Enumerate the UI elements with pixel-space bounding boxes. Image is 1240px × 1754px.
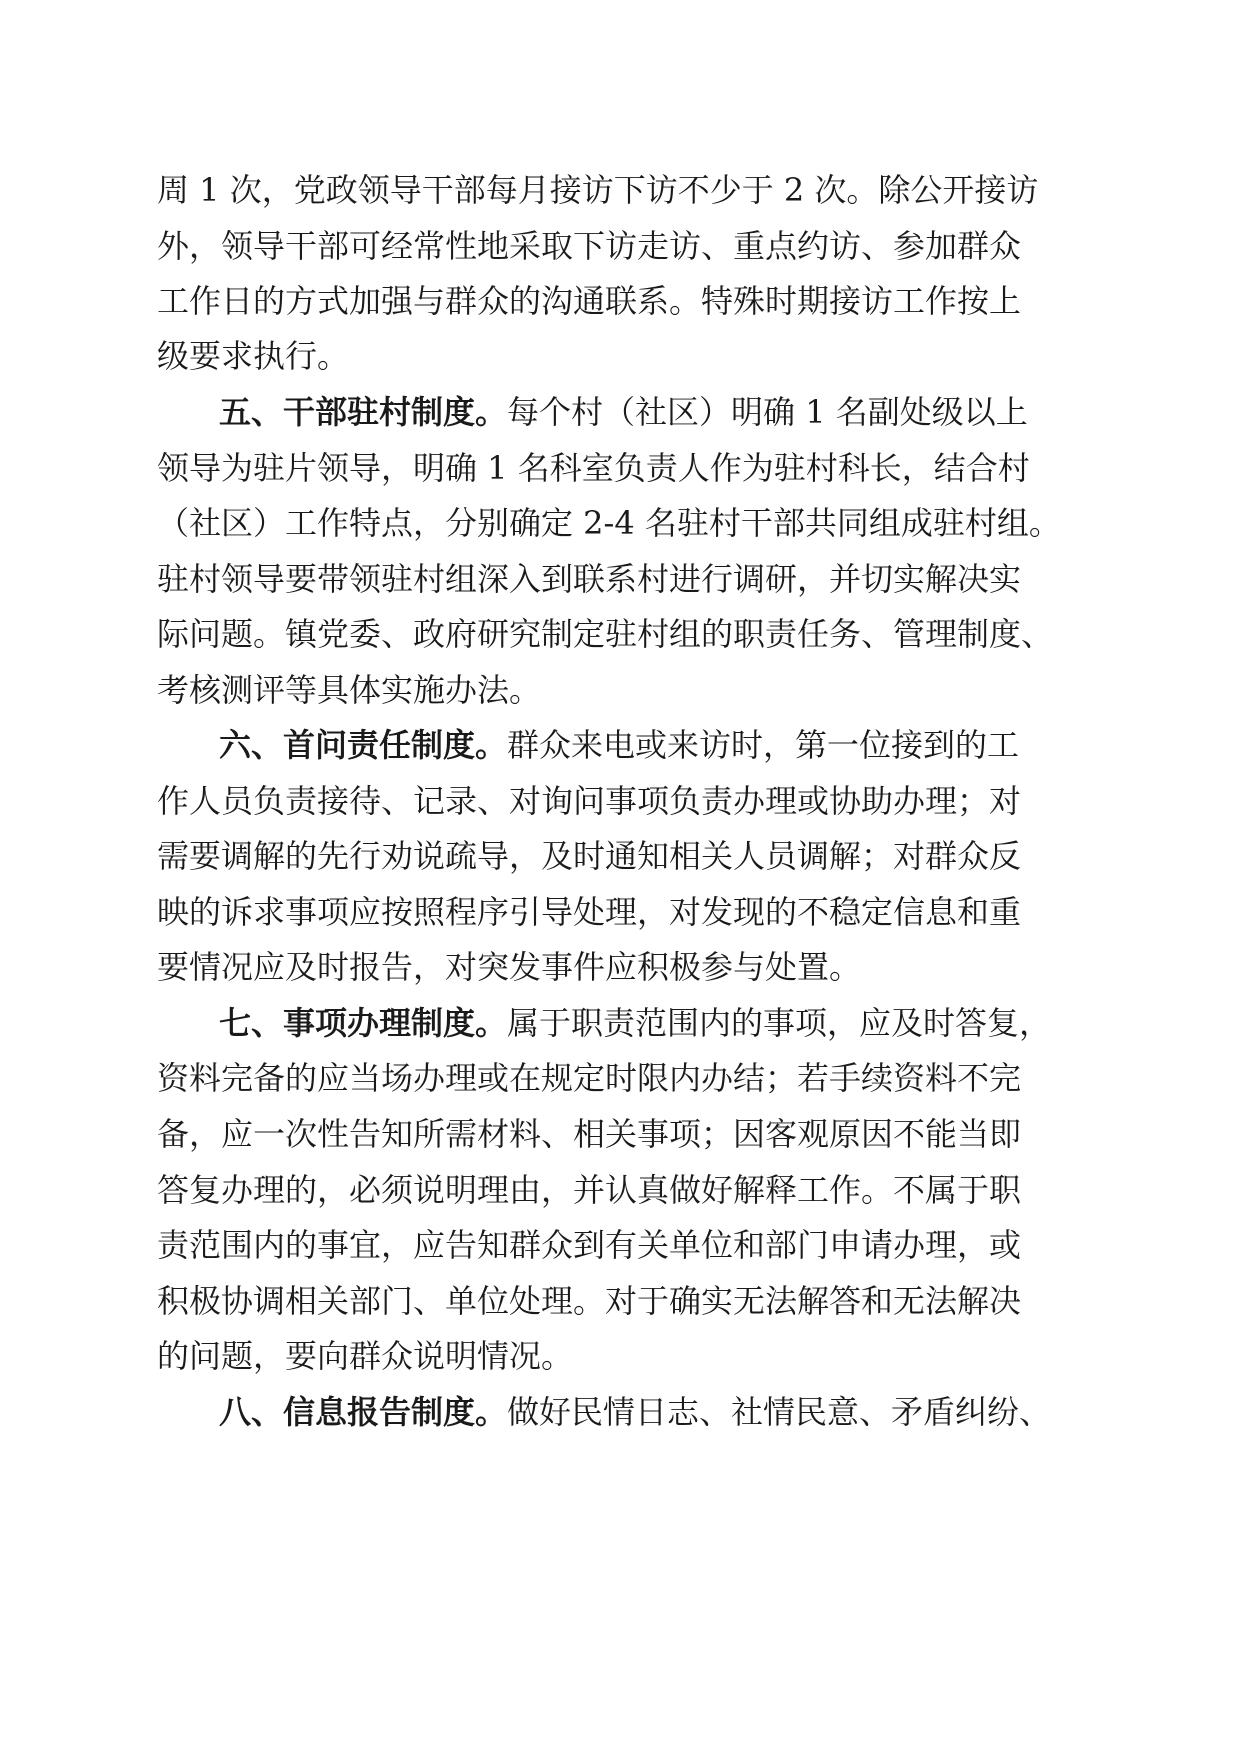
line-text: 工作日的方式加强与群众的沟通联系。特殊时期接访工作按上 (157, 282, 1022, 320)
section-heading: 八、信息报告制度。 (219, 1393, 508, 1431)
text-line (157, 326, 1097, 386)
line-text: 映的诉求事项应按照程序引导处理，对发现的不稳定信息和重 (157, 893, 1022, 931)
line-text: 的问题，要向群众说明情况。 (157, 1337, 574, 1375)
section-8-first-line (219, 1382, 1097, 1442)
section-6-first-line (219, 715, 1097, 775)
text-line (157, 216, 1097, 276)
section-heading: 六、首问责任制度。 (219, 726, 508, 764)
text-line (157, 1160, 1097, 1220)
text-line (157, 604, 1097, 664)
section-heading: 七、事项办理制度。 (219, 1004, 508, 1042)
text-line (157, 937, 1097, 997)
section-7-first-line (219, 993, 1097, 1053)
text-line (157, 660, 1097, 720)
section-heading: 五、干部驻村制度。 (219, 393, 508, 431)
line-text: 答复办理的，必须说明理由，并认真做好解释工作。不属于职 (157, 1171, 1022, 1209)
text-line (157, 160, 1097, 220)
line-text: 领导为驻片领导，明确 1 名科室负责人作为驻村科长，结合村 (157, 449, 1030, 487)
line-text: （社区）工作特点，分别确定 2-4 名驻村干部共同组成驻村组。 (157, 504, 1061, 542)
text-line (157, 1271, 1097, 1331)
line-text: 要情况应及时报告，对突发事件应积极参与处置。 (157, 948, 862, 986)
text-line (157, 271, 1097, 331)
text-line (157, 438, 1097, 498)
text-line (157, 882, 1097, 942)
text-line (157, 1104, 1097, 1164)
line-text: 积极协调相关部门、单位处理。对于确实无法解答和无法解决 (157, 1282, 1022, 1320)
line-text: 需要调解的先行劝说疏导，及时通知相关人员调解；对群众反 (157, 837, 1022, 875)
text-line (157, 549, 1097, 609)
text-line (157, 826, 1097, 886)
line-text: 驻村领导要带领驻村组深入到联系村进行调研，并切实解决实 (157, 560, 1022, 598)
text-line (157, 1048, 1097, 1108)
line-text: 责范围内的事宜，应告知群众到有关单位和部门申请办理，或 (157, 1226, 1022, 1264)
line-text: 周 1 次，党政领导干部每月接访下访不少于 2 次。除公开接访 (157, 171, 1039, 209)
line-text: 级要求执行。 (157, 337, 350, 375)
line-text: 备，应一次性告知所需材料、相关事项；因客观原因不能当即 (157, 1115, 1022, 1153)
line-text: 作人员负责接待、记录、对询问事项负责办理或协助办理；对 (157, 782, 1022, 820)
line-text: 每个村（社区）明确 1 名副处级以上 (507, 393, 1028, 431)
line-text: 资料完备的应当场办理或在规定时限内办结；若手续资料不完 (157, 1059, 1022, 1097)
text-line (157, 493, 1097, 553)
text-line (157, 771, 1097, 831)
line-text: 考核测评等具体实施办法。 (157, 671, 542, 709)
line-text: 际问题。镇党委、政府研究制定驻村组的职责任务、管理制度、 (157, 615, 1054, 653)
line-text: 群众来电或来访时，第一位接到的工 (507, 726, 1020, 764)
line-text: 做好民情日志、社情民意、矛盾纠纷、 (507, 1393, 1052, 1431)
line-text: 属于职责范围内的事项，应及时答复， (507, 1004, 1052, 1042)
line-text: 外，领导干部可经常性地采取下访走访、重点约访、参加群众 (157, 227, 1022, 265)
section-5-first-line (219, 382, 1097, 442)
text-line (157, 1215, 1097, 1275)
text-line (157, 1326, 1097, 1386)
